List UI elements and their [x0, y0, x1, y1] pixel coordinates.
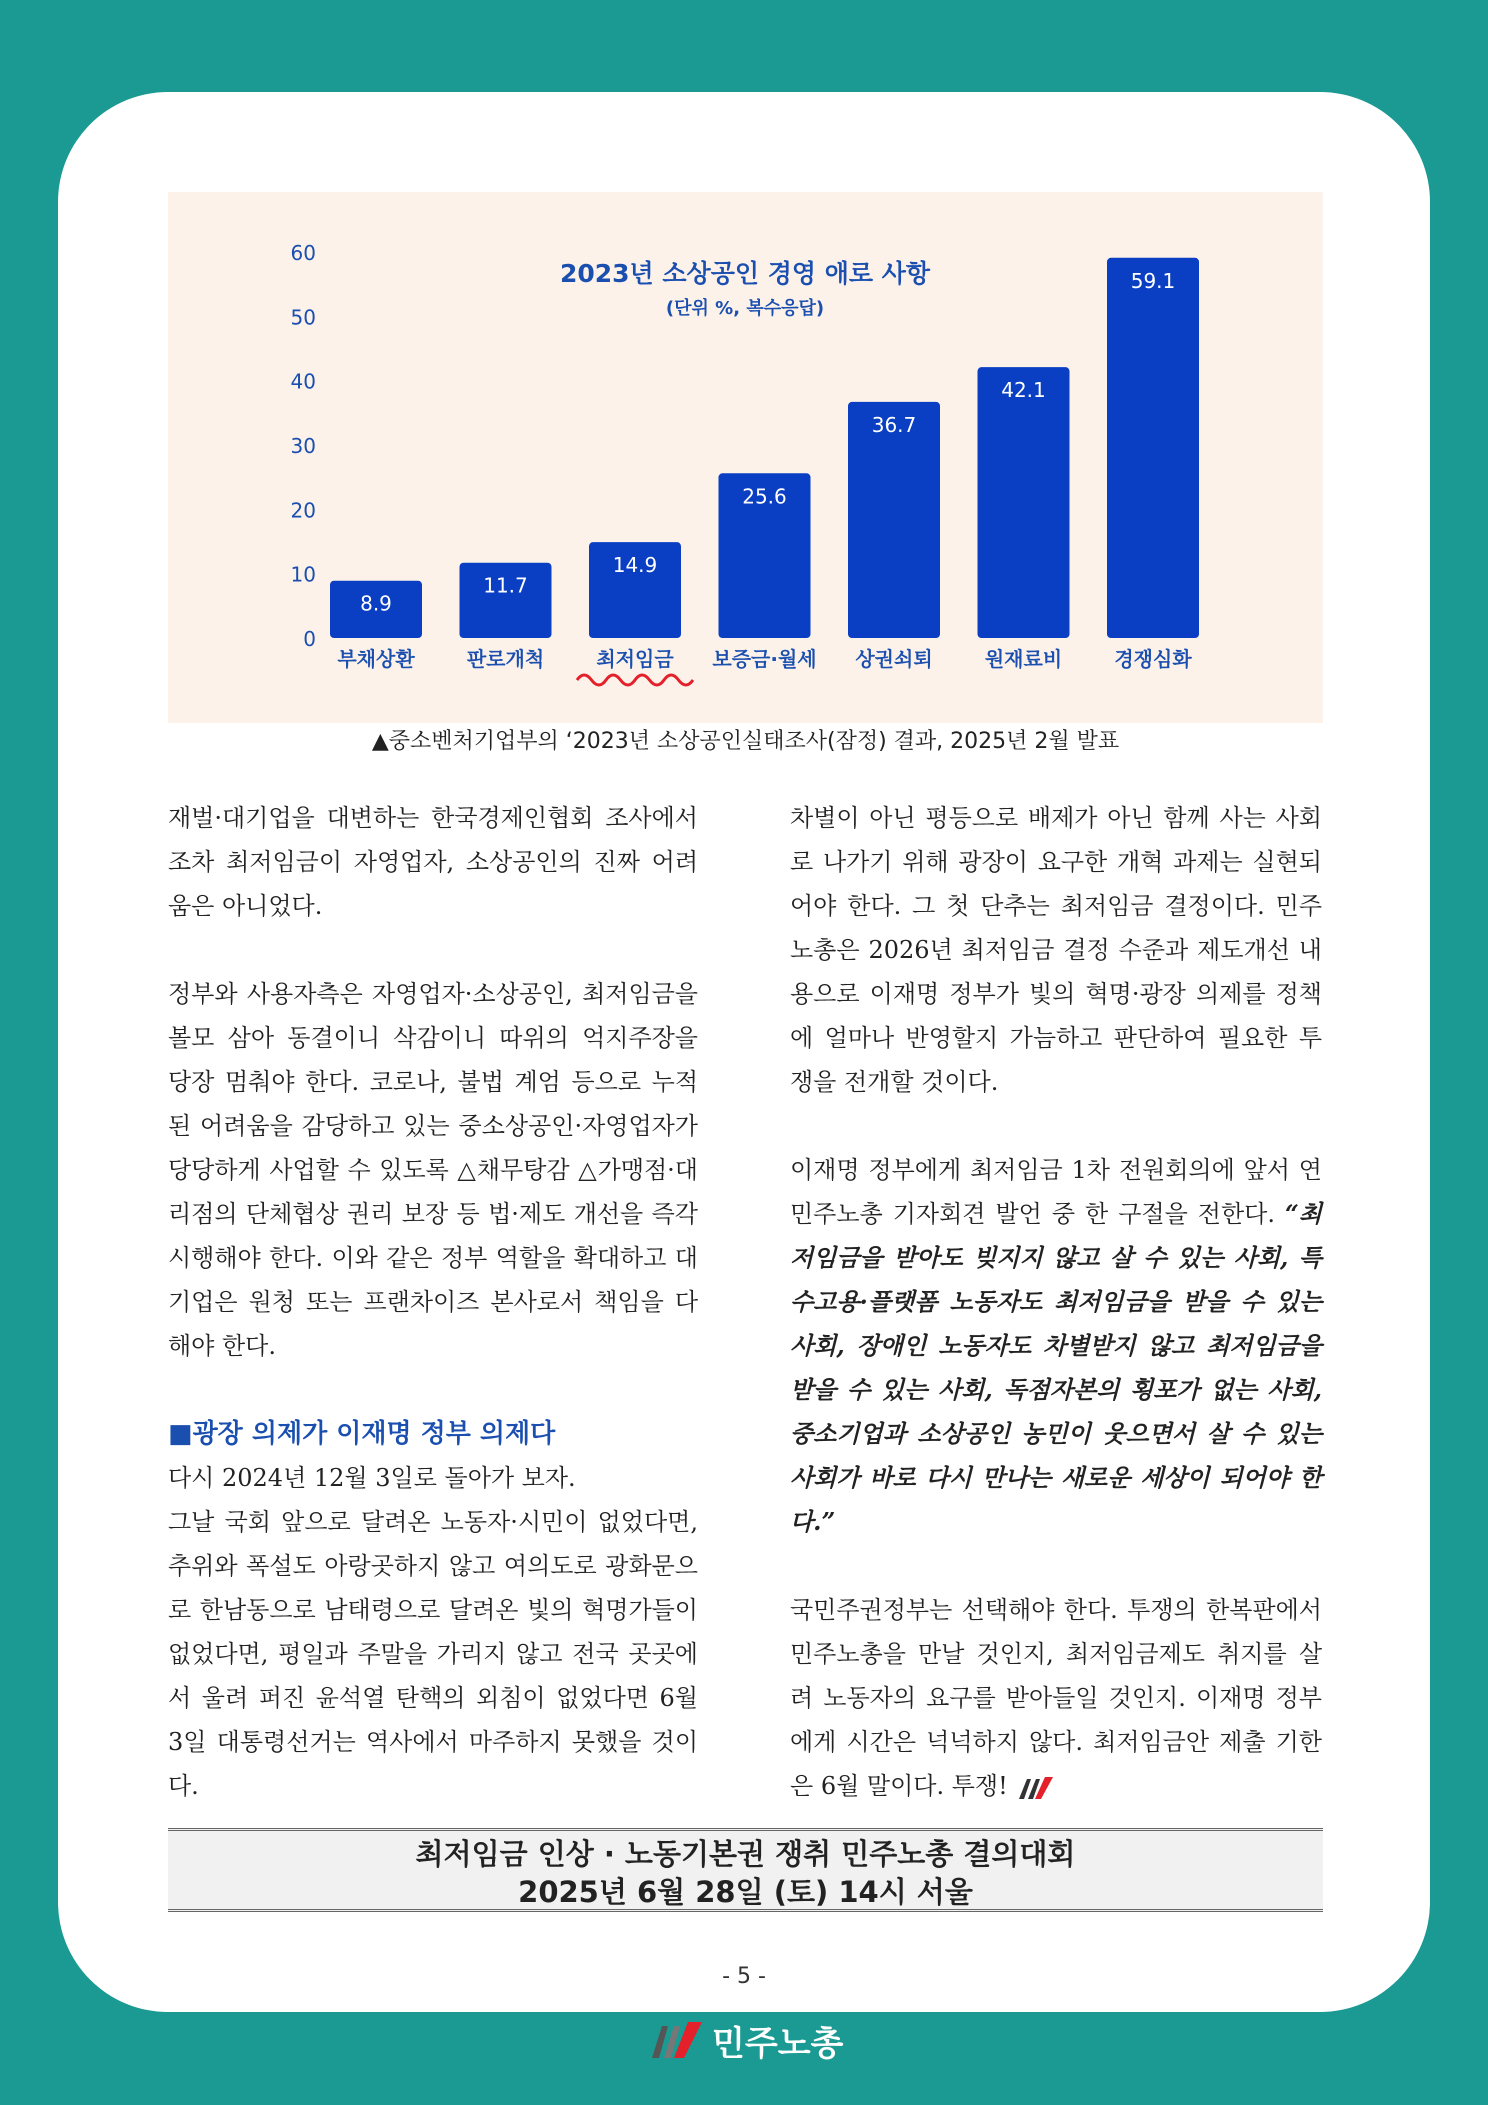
bar-value-label: 11.7	[483, 573, 528, 598]
bar-value-label: 14.9	[612, 553, 658, 578]
x-tick-label: 보증금·월세	[712, 647, 817, 671]
quote-intro: 이재명 정부에게 최저임금 1차 전원회의에 앞서 연 민주노총 기자회견 발언 중 한 구절을 전한다.	[790, 1156, 1322, 1228]
y-tick-label: 0	[303, 627, 316, 651]
kctu-logo	[648, 2018, 843, 2062]
right-paragraph-2	[790, 1148, 1322, 1544]
bar-chart	[168, 192, 1323, 723]
x-tick-label: 최저임금	[596, 647, 674, 671]
y-tick-label: 40	[290, 369, 316, 394]
left-paragraph-2: 정부와 사용자측은 자영업자·소상공인, 최저임금을 볼모 삼아 동결이니 삭감이니 따위의 억지주장을 당장 멈춰야 한다. 코로나, 불법 계엄 등으로 누적된 어려움을 감당하고 있는 중소상공인·자영업자가 당당하게 사업할 수 있도록 △채무탕감 △가맹점·대리점의 단체협상 권리 보장 등 법·제도 개선을 즉각 시행해야 한다. 이와 같은 정부 역할을 확대하고 대기업은 원청 또는 프랜차이즈 본사로서 책임을 다해야 한다.	[168, 980, 698, 1360]
banner-line-1: 최저임금 인상 · 노동기본권 쟁취 민주노총 결의대회	[415, 1837, 1076, 1871]
y-tick-label: 60	[290, 241, 316, 265]
chart-svg	[168, 192, 1323, 723]
chart-bar	[1107, 258, 1199, 638]
y-tick-label: 20	[290, 498, 316, 523]
y-tick-label: 30	[290, 434, 316, 458]
section-heading: ■광장 의제가 이재명 정부 의제다	[168, 1419, 556, 1449]
right-paragraph-3	[790, 1588, 1322, 1808]
x-tick-label: 판로개척	[466, 647, 545, 671]
x-tick-label: 부채상환	[337, 647, 415, 671]
kctu-logo-icon	[648, 2020, 704, 2060]
x-tick-label: 경쟁심화	[1114, 647, 1192, 671]
bar-value-label: 8.9	[360, 591, 392, 616]
y-tick-label: 50	[290, 305, 316, 330]
chart-bar	[978, 367, 1070, 638]
closing-text: 국민주권정부는 선택해야 한다. 투쟁의 한복판에서 민주노총을 만날 것인지, 최저임금제도 취지를 살려 노동자의 요구를 받아들일 것인지. 이재명 정부에게 시간은 넉넉하지 않다. 최저임금안 제출 기한은 6월 말이다. 투쟁!	[790, 1596, 1322, 1800]
bar-value-label: 25.6	[742, 484, 787, 509]
right-paragraph-1: 차별이 아닌 평등으로 배제가 아닌 함께 사는 사회로 나가기 위해 광장이 요구한 개혁 과제는 실현되어야 한다. 그 첫 단추는 최저임금 결정이다. 민주노총은 2026년 최저임금 결정 수준과 제도개선 내용으로 이재명 정부가 빛의 혁명·광장 의제를 정책에 얼마나 반영할지 가늠하고 판단하여 필요한 투쟁을 전개할 것이다.	[790, 804, 1322, 1096]
right-column	[790, 796, 1322, 1808]
x-tick-label: 상권쇠퇴	[855, 647, 933, 671]
y-tick-label: 10	[290, 562, 316, 587]
highlight-underline	[577, 675, 693, 685]
left-column	[168, 796, 698, 1808]
page-number: - 5 -	[722, 1964, 766, 1989]
quote-text: “최저임금을 받아도 빚지지 않고 살 수 있는 사회, 특수고용·플랫폼 노동자도 최저임금을 받을 수 있는 사회, 장애인 노동자도 차별받지 않고 최저임금을 받을 수 있는 사회, 독점자본의 횡포가 없는 사회, 중소기업과 소상공인 농민이 웃으면서 살 수 있는 사회가 바로 다시 만나는 새로운 세상이 되어야 한다.”	[790, 1199, 1322, 1536]
kctu-mark-icon	[1015, 1775, 1053, 1801]
chart-bar	[848, 402, 940, 638]
left-paragraph-1: 재벌·대기업을 대변하는 한국경제인협회 조사에서조차 최저임금이 자영업자, 소상공인의 진짜 어려움은 아니었다.	[168, 804, 698, 920]
left-paragraph-4: 그날 국회 앞으로 달려온 노동자·시민이 없었다면, 추위와 폭설도 아랑곳하지 않고 여의도로 광화문으로 한남동으로 남태령으로 달려온 빛의 혁명가들이 없었다면, 평일과 주말을 가리지 않고 전국 곳곳에서 울려 퍼진 윤석열 탄핵의 외침이 없었다면 6월 3일 대통령선거는 역사에서 마주하지 못했을 것이다.	[168, 1508, 698, 1800]
bar-value-label: 36.7	[871, 412, 917, 437]
kctu-logo-text: 민주노총	[712, 2023, 844, 2064]
chart-subtitle: (단위 %, 복수응답)	[665, 298, 825, 319]
banner-line-2: 2025년 6월 28일 (토) 14시 서울	[518, 1875, 973, 1909]
chart-title: 2023년 소상공인 경영 애로 사항	[559, 259, 931, 288]
bar-value-label: 59.1	[1130, 268, 1176, 293]
left-paragraph-3: 다시 2024년 12월 3일로 돌아가 보자.	[168, 1464, 576, 1492]
chart-caption: ▲중소벤처기업부의 ‘2023년 소상공인실태조사(잠정) 결과, 2025년 2월 발표	[371, 729, 1120, 754]
x-tick-label: 원재료비	[984, 647, 1063, 671]
bar-value-label: 42.1	[1001, 378, 1046, 403]
rally-banner	[168, 1828, 1323, 1912]
